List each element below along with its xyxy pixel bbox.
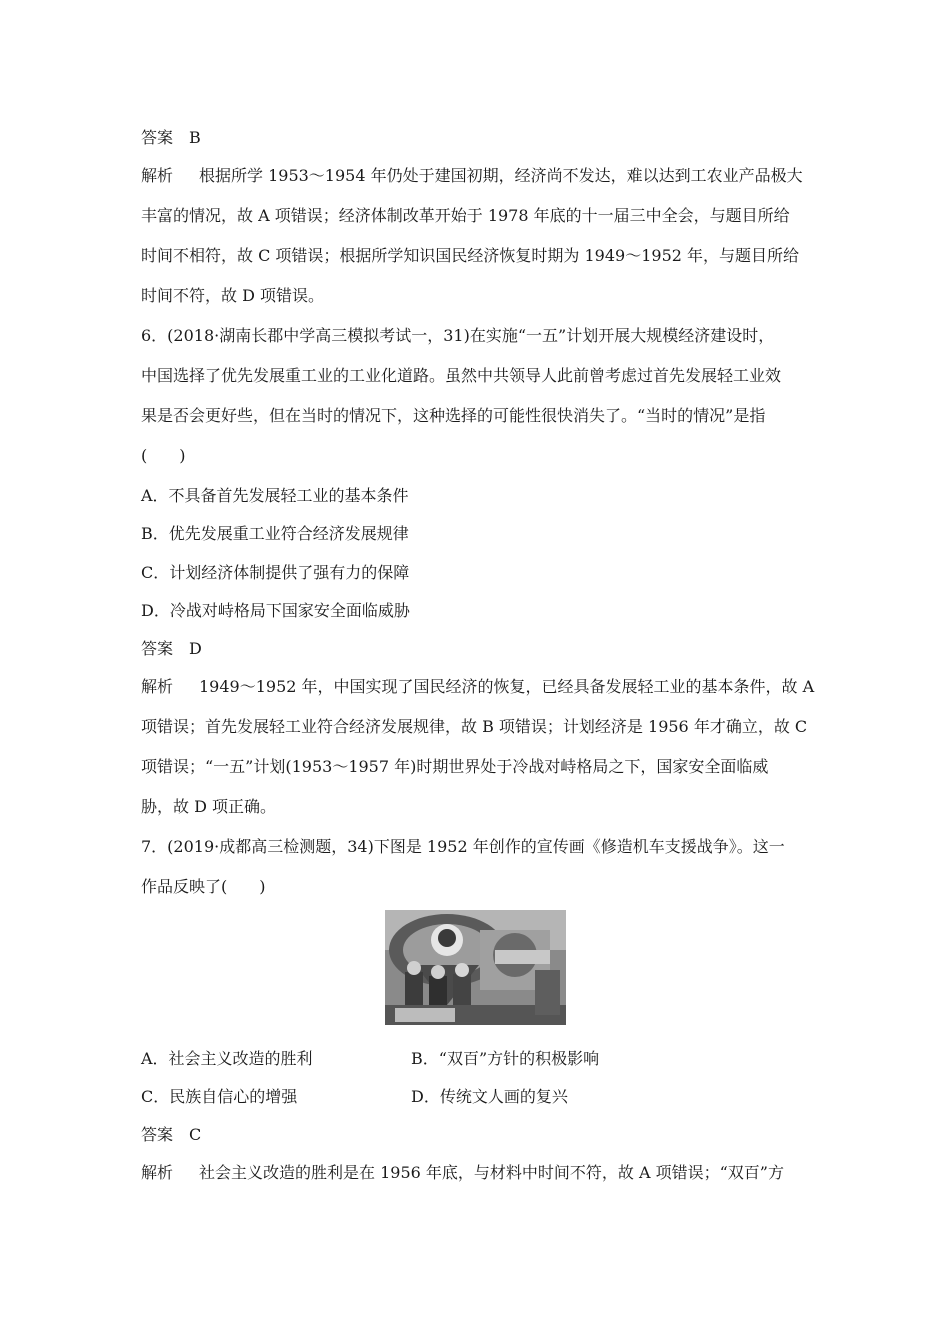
q6-stem-line-3: 果是否会更好些，但在当时的情况下，这种选择的可能性很快消失了。“当时的情况”是指	[141, 406, 766, 425]
q6-stem-line-4: ( )	[141, 446, 186, 465]
q6-option-a: A．不具备首先发展轻工业的基本条件	[141, 486, 409, 505]
q5-analysis-line-3: 时间不相符，故 C 项错误；根据所学知识国民经济恢复时期为 1949～1952 年，与题目所给	[141, 246, 800, 265]
q7-stem-line-2: 作品反映了( )	[141, 877, 266, 896]
q5-analysis-label: 解析	[141, 166, 174, 185]
q7-analysis-label: 解析	[141, 1163, 174, 1182]
q7-stem-line-1: 7．(2019·成都高三检测题，34)下图是 1952 年创作的宣传画《修造机车支援战争》。这一	[141, 837, 785, 856]
q5-analysis-line-1: 解析 根据所学 1953～1954 年仍处于建国初期，经济尚不发达，难以达到工农业产品极大	[141, 166, 803, 185]
q6-analysis-line-3: 项错误；“一五”计划(1953～1957 年)时期世界处于冷战对峙格局之下，国家安全面临威	[141, 757, 769, 776]
q6-option-d: D．冷战对峙格局下国家安全面临威胁	[141, 601, 410, 620]
q5-analysis-line-4: 时间不符，故 D 项错误。	[141, 286, 325, 305]
q6-stem-line-1: 6．(2018·湖南长郡中学高三模拟考试一，31)在实施“一五”计划开展大规模经济建设时，	[141, 326, 775, 345]
q7-option-b: B．“双百”方针的积极影响	[411, 1049, 600, 1068]
propaganda-poster-image	[385, 910, 566, 1025]
q7-option-d: D．传统文人画的复兴	[411, 1087, 568, 1106]
q6-option-c: C．计划经济体制提供了强有力的保障	[141, 563, 410, 582]
q7-option-a: A．社会主义改造的胜利	[141, 1049, 313, 1068]
q5-analysis-line-2: 丰富的情况，故 A 项错误；经济体制改革开始于 1978 年底的十一届三中全会，与题目所给	[141, 206, 790, 225]
q6-analysis-line-2: 项错误；首先发展轻工业符合经济发展规律，故 B 项错误；计划经济是 1956 年才确立，故 C	[141, 717, 808, 736]
q6-analysis-label: 解析	[141, 677, 174, 696]
q5-answer: 答案 B	[141, 128, 201, 147]
q6-analysis-line-4: 胁，故 D 项正确。	[141, 797, 277, 816]
q7-option-c: C．民族自信心的增强	[141, 1087, 298, 1106]
q6-option-b: B．优先发展重工业符合经济发展规律	[141, 524, 409, 543]
q7-analysis-line-1: 解析 社会主义改造的胜利是在 1956 年底，与材料中时间不符，故 A 项错误；“双百”方	[141, 1163, 784, 1182]
q6-stem-line-2: 中国选择了优先发展重工业的工业化道路。虽然中共领导人此前曾考虑过首先发展轻工业效	[141, 366, 782, 385]
q7-answer: 答案 C	[141, 1125, 202, 1144]
q6-answer: 答案 D	[141, 639, 202, 658]
q6-analysis-line-1: 解析 1949～1952 年，中国实现了国民经济的恢复，已经具备发展轻工业的基本条件，故 A	[141, 677, 815, 696]
